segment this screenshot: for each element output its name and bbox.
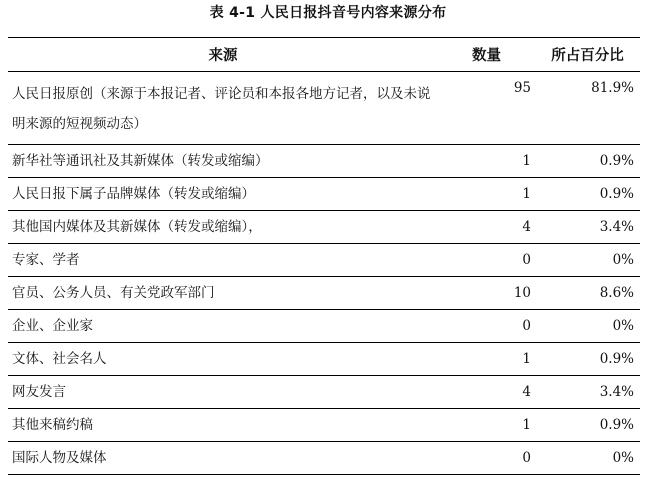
count-cell: 10 xyxy=(438,277,535,310)
source-cell: 人民日报下属子品牌媒体（转发或缩编） xyxy=(8,178,438,211)
source-cell: 企业、企业家 xyxy=(8,310,438,343)
table-row xyxy=(8,343,640,376)
count-cell: 0 xyxy=(438,442,535,475)
percent-cell: 8.6% xyxy=(535,277,640,310)
header-count: 数量 xyxy=(438,38,535,72)
percent-cell: 81.9% xyxy=(535,72,640,145)
source-cell: 网友发言 xyxy=(8,376,438,409)
percent-cell: 0% xyxy=(535,310,640,343)
percent-cell: 0.9% xyxy=(535,178,640,211)
percent-cell: 0.9% xyxy=(535,145,640,178)
source-cell: 其他国内媒体及其新媒体（转发或缩编）， xyxy=(8,211,438,244)
table-row xyxy=(8,409,640,442)
table-row xyxy=(8,72,640,145)
header-percent: 所占百分比 xyxy=(535,38,640,72)
content-source-table xyxy=(8,37,640,475)
percent-cell: 0% xyxy=(535,244,640,277)
table-row xyxy=(8,244,640,277)
table-row xyxy=(8,211,640,244)
table-row xyxy=(8,277,640,310)
source-cell: 专家、学者 xyxy=(8,244,438,277)
table-caption: 表 4-1 人民日报抖音号内容来源分布 xyxy=(209,5,447,21)
table-row xyxy=(8,310,640,343)
percent-cell: 3.4% xyxy=(535,211,640,244)
count-cell: 0 xyxy=(438,244,535,277)
count-cell: 95 xyxy=(438,72,535,145)
percent-cell: 0.9% xyxy=(535,409,640,442)
count-cell: 1 xyxy=(438,178,535,211)
percent-cell: 3.4% xyxy=(535,376,640,409)
count-cell: 1 xyxy=(438,409,535,442)
count-cell: 4 xyxy=(438,376,535,409)
count-cell: 4 xyxy=(438,211,535,244)
percent-cell: 0% xyxy=(535,442,640,475)
table-body xyxy=(8,72,640,475)
source-cell: 国际人物及媒体 xyxy=(8,442,438,475)
count-cell: 1 xyxy=(438,343,535,376)
header-row xyxy=(8,38,640,72)
count-cell: 0 xyxy=(438,310,535,343)
header-source: 来源 xyxy=(8,38,438,72)
source-cell: 文体、社会名人 xyxy=(8,343,438,376)
source-cell: 其他来稿约稿 xyxy=(8,409,438,442)
table-row xyxy=(8,376,640,409)
table-row xyxy=(8,178,640,211)
source-cell: 官员、公务人员、有关党政军部门 xyxy=(8,277,438,310)
source-cell: 人民日报原创（来源于本报记者、评论员和本报各地方记者，以及未说明来源的短视频动态） xyxy=(8,72,438,145)
source-cell: 新华社等通讯社及其新媒体（转发或缩编） xyxy=(8,145,438,178)
table-row xyxy=(8,442,640,475)
count-cell: 1 xyxy=(438,145,535,178)
percent-cell: 0.9% xyxy=(535,343,640,376)
table-row xyxy=(8,145,640,178)
table-header xyxy=(8,38,640,72)
